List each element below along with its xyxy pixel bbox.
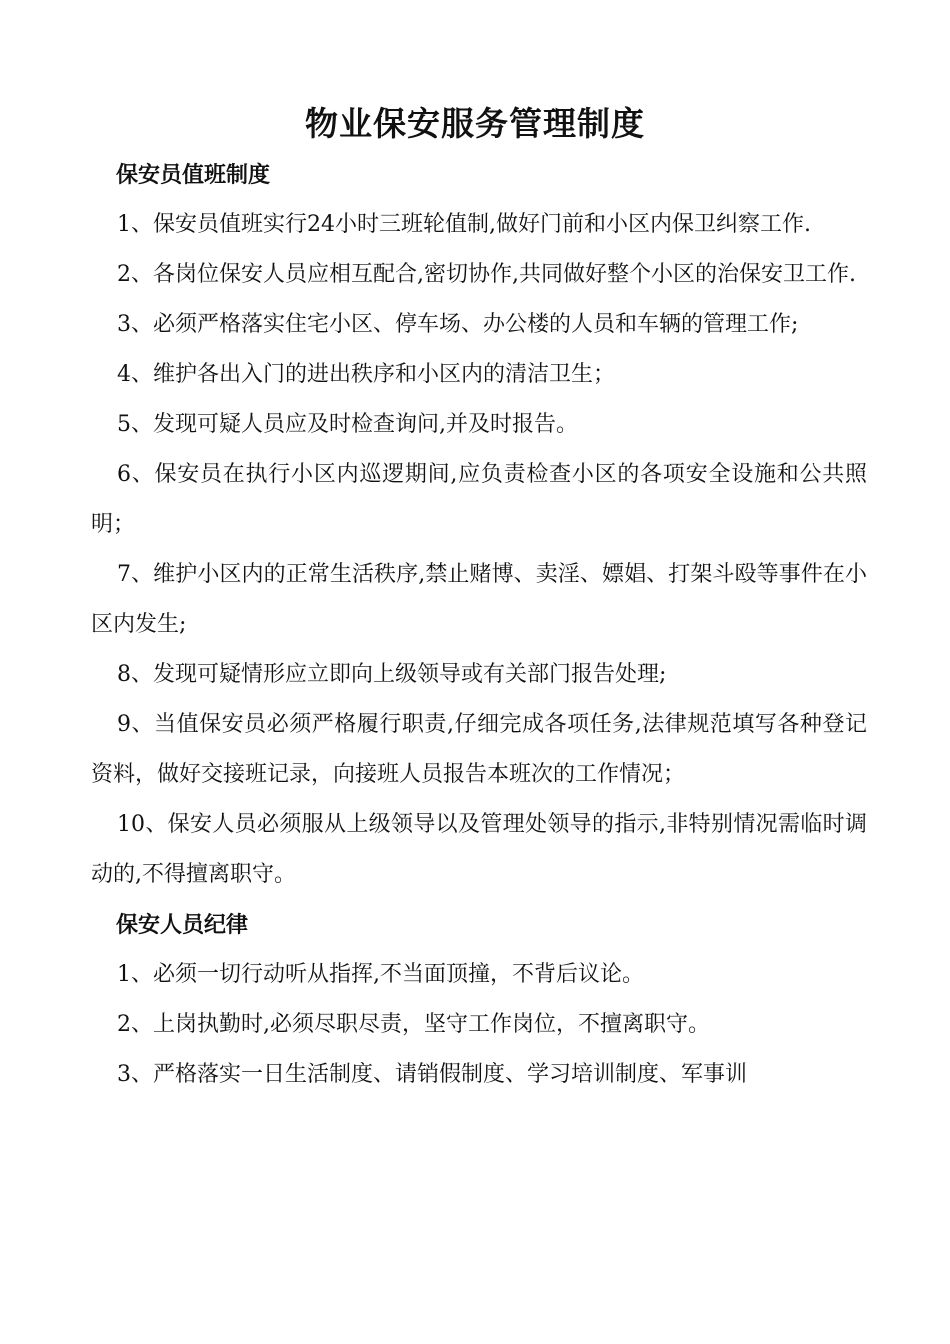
duty-rule-3: 3、必须严格落实住宅小区、停车场、办公楼的人员和车辆的管理工作; — [117, 312, 799, 337]
duty-rule-9: 9、当值保安员必须严格履行职责,仔细完成各项任务,法律规范填写各种登记资料，做好交接班记录，向接班人员报告本班次的工作情况； — [91, 712, 867, 787]
document-title: 物业保安服务管理制度 — [305, 104, 645, 143]
discipline-rule-3: 3、严格落实一日生活制度、请销假制度、学习培训制度、军事训 — [117, 1062, 747, 1087]
duty-rule-10: 10、保安人员必须服从上级领导以及管理处领导的指示,非特别情况需临时调动的,不得擅离职守。 — [91, 812, 867, 887]
duty-rule-6: 6、保安员在执行小区内巡逻期间,应负责检查小区的各项安全设施和公共照明； — [91, 462, 867, 537]
duty-rule-4: 4、维护各出入门的进出秩序和小区内的清洁卫生； — [117, 362, 615, 387]
discipline-rule-1: 1、必须一切行动听从指挥,不当面顶撞，不背后议论。 — [117, 962, 644, 987]
section-heading-discipline: 保安人员纪律 — [116, 913, 249, 938]
duty-rule-5: 5、发现可疑人员应及时检查询问,并及时报告。 — [117, 412, 578, 437]
duty-rule-8: 8、发现可疑情形应立即向上级领导或有关部门报告处理; — [117, 662, 667, 687]
duty-rule-1: 1、保安员值班实行24小时三班轮值制,做好门前和小区内保卫纠察工作. — [117, 212, 811, 237]
discipline-rule-2: 2、上岗执勤时,必须尽职尽责，坚守工作岗位，不擅离职守。 — [117, 1012, 710, 1037]
duty-rule-7: 7、维护小区内的正常生活秩序,禁止赌博、卖淫、嫖娼、打架斗殴等事件在小区内发生; — [91, 562, 867, 637]
duty-rule-2: 2、各岗位保安人员应相互配合,密切协作,共同做好整个小区的治保安卫工作. — [117, 262, 856, 287]
document-body — [91, 152, 867, 1100]
section-heading-duty: 保安员值班制度 — [116, 163, 271, 188]
